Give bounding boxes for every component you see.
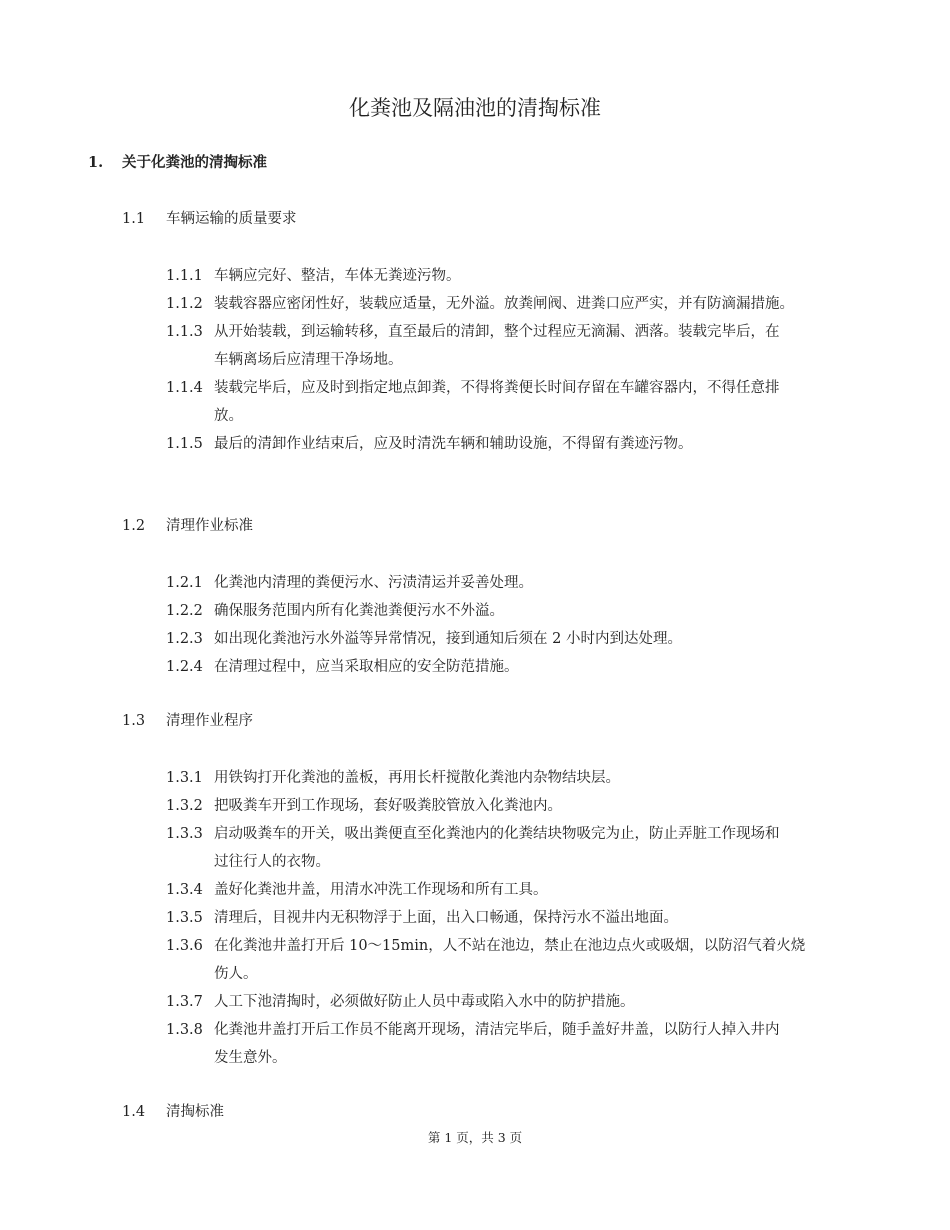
item-number: 1.3.2 xyxy=(166,798,203,814)
list-item xyxy=(166,374,866,430)
item-text: 装载容器应密闭性好，装载应适量，无外溢。放粪闸阀、进粪口应严实，并有防滴漏措施。 xyxy=(214,296,794,312)
item-number: 1.1.4 xyxy=(166,380,203,396)
item-text: 从开始装载，到运输转移，直至最后的清卸，整个过程应无滴漏、洒落。装载完毕后，在 xyxy=(214,324,780,340)
item-text: 清理后，目视井内无积物浮于上面，出入口畅通，保持污水不溢出地面。 xyxy=(214,910,678,926)
list-item xyxy=(166,318,866,374)
subsection-number: 1.2 xyxy=(122,518,146,534)
item-text-continuation: 伤人。 xyxy=(214,966,258,982)
item-text-continuation: 过往行人的衣物。 xyxy=(214,854,330,870)
item-text-continuation: 发生意外。 xyxy=(214,1050,287,1066)
item-number: 1.1.1 xyxy=(166,268,203,284)
item-number: 1.1.3 xyxy=(166,324,203,340)
item-number: 1.3.3 xyxy=(166,826,203,842)
item-text: 车辆应完好、整洁，车体无粪迹污物。 xyxy=(214,268,461,284)
list-item xyxy=(166,653,866,681)
item-number: 1.2.2 xyxy=(166,603,203,619)
item-text: 化粪池井盖打开后工作员不能离开现场，清洁完毕后，随手盖好井盖，以防行人掉入井内 xyxy=(214,1022,780,1038)
subsection-1-1-heading xyxy=(122,208,297,230)
item-text: 启动吸粪车的开关，吸出粪便直至化粪池内的化粪结块物吸完为止，防止弄脏工作现场和 xyxy=(214,826,780,842)
item-text: 装载完毕后，应及时到指定地点卸粪，不得将粪便长时间存留在车罐容器内，不得任意排 xyxy=(214,380,780,396)
list-item xyxy=(166,290,866,318)
section-number: 1. xyxy=(88,154,104,171)
item-text: 如出现化粪池污水外溢等异常情况，接到通知后须在 2 小时内到达处理。 xyxy=(214,631,682,647)
item-number: 1.3.7 xyxy=(166,994,203,1010)
subsection-1-2-heading xyxy=(122,515,253,537)
item-number: 1.3.1 xyxy=(166,770,203,786)
list-item xyxy=(166,932,866,988)
subsection-title: 清理作业程序 xyxy=(166,713,253,729)
item-number: 1.3.4 xyxy=(166,882,203,898)
list-item xyxy=(166,430,866,458)
list-item xyxy=(166,820,866,876)
item-text: 人工下池清掏时，必须做好防止人员中毒或陷入水中的防护措施。 xyxy=(214,994,635,1010)
item-text: 化粪池内清理的粪便污水、污渍清运并妥善处理。 xyxy=(214,575,533,591)
page-footer: 第 1 页，共 3 页 xyxy=(427,1130,523,1145)
list-item xyxy=(166,904,866,932)
item-text: 在化粪池井盖打开后 10～15min，人不站在池边，禁止在池边点火或吸烟，以防沼气着火烧 xyxy=(214,938,806,954)
list-item xyxy=(166,625,866,653)
list-item xyxy=(166,764,866,792)
item-text: 确保服务范围内所有化粪池粪便污水不外溢。 xyxy=(214,603,504,619)
section-1-heading xyxy=(88,152,267,174)
subsection-1-4-heading xyxy=(122,1101,224,1123)
document-title: 化粪池及隔油池的清掏标准 xyxy=(349,96,601,120)
subsection-title: 车辆运输的质量要求 xyxy=(166,211,297,227)
list-item xyxy=(166,1016,866,1072)
item-text: 最后的清卸作业结束后，应及时清洗车辆和辅助设施，不得留有粪迹污物。 xyxy=(214,436,693,452)
section-title: 关于化粪池的清掏标准 xyxy=(122,154,267,171)
item-text: 用铁钩打开化粪池的盖板，再用长杆搅散化粪池内杂物结块层。 xyxy=(214,770,620,786)
item-number: 1.1.2 xyxy=(166,296,203,312)
item-text: 把吸粪车开到工作现场，套好吸粪胶管放入化粪池内。 xyxy=(214,798,562,814)
subsection-1-3-heading xyxy=(122,710,253,732)
item-number: 1.2.3 xyxy=(166,631,203,647)
item-number: 1.2.1 xyxy=(166,575,203,591)
list-item xyxy=(166,569,866,597)
list-item xyxy=(166,792,866,820)
list-item xyxy=(166,597,866,625)
list-item xyxy=(166,876,866,904)
subsection-number: 1.3 xyxy=(122,713,146,729)
item-number: 1.1.5 xyxy=(166,436,203,452)
item-text: 在清理过程中，应当采取相应的安全防范措施。 xyxy=(214,659,519,675)
item-number: 1.2.4 xyxy=(166,659,203,675)
item-text-continuation: 车辆离场后应清理干净场地。 xyxy=(214,352,403,368)
list-item xyxy=(166,988,866,1016)
subsection-title: 清掏标准 xyxy=(166,1104,224,1120)
list-item xyxy=(166,262,866,290)
subsection-title: 清理作业标准 xyxy=(166,518,253,534)
item-number: 1.3.8 xyxy=(166,1022,203,1038)
subsection-number: 1.1 xyxy=(122,211,146,227)
item-number: 1.3.6 xyxy=(166,938,203,954)
subsection-number: 1.4 xyxy=(122,1104,146,1120)
item-text: 盖好化粪池井盖，用清水冲洗工作现场和所有工具。 xyxy=(214,882,548,898)
item-text-continuation: 放。 xyxy=(214,408,243,424)
item-number: 1.3.5 xyxy=(166,910,203,926)
